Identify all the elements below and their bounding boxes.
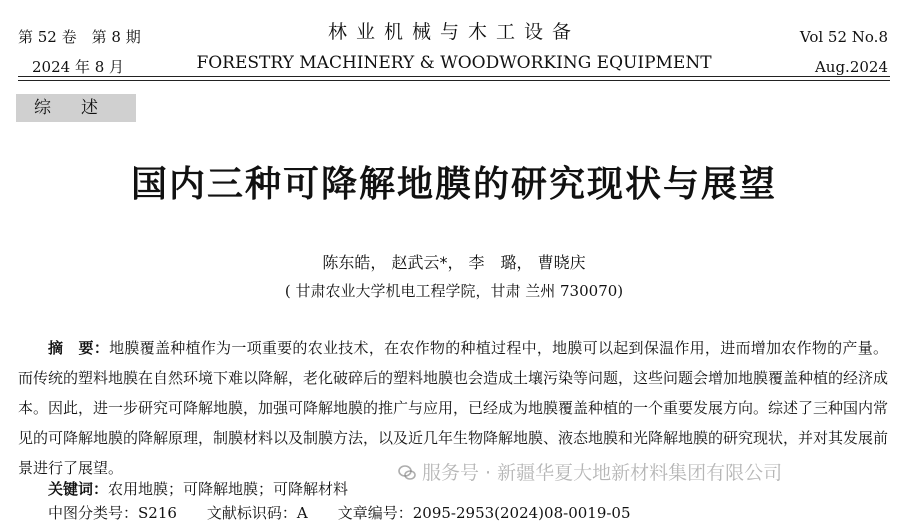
keywords-text: 农用地膜；可降解地膜；可降解材料 — [108, 480, 349, 498]
abstract-label: 摘 要： — [48, 339, 110, 357]
volume-issue-cn: 第 52 卷 第 8 期 — [18, 28, 141, 46]
keywords-label: 关键词： — [48, 480, 109, 498]
author-list: 陈东皓， 赵武云*， 李 璐， 曹晓庆 — [322, 253, 586, 272]
journal-name-en: FORESTRY MACHINERY & WOODWORKING EQUIPMENT — [196, 53, 712, 73]
journal-header-center — [0, 18, 908, 78]
article-title: 国内三种可降解地膜的研究现状与展望 — [130, 163, 777, 205]
affiliation: ( 甘肃农业大学机电工程学院，甘肃 兰州 730070) — [284, 282, 624, 300]
volume-issue-en: Vol 52 No.8 — [799, 28, 888, 46]
journal-name-cn: 林业机械与木工设备 — [327, 21, 580, 43]
watermark — [398, 458, 782, 485]
classification-line: 中图分类号：S216 文献标识码：A 文章编号：2095-2953(2024)08-0019-05 — [48, 504, 631, 522]
abstract-text: 地膜覆盖种植作为一项重要的农业技术，在农作物的种植过程中，地膜可以起到保温作用，进而增加农作物的产量。而传统的塑料地膜在自然环境下难以降解，老化破碎后的塑料地膜也会造成土壤污染等问题，这些问题会增加地膜覆盖种植的经济成本。因此，进一步研究可降解地膜，加强可降解地膜的推广与应用，已经成为地膜覆盖种植的一个重要发展方向。综述了三种国内常见的可降解地膜的降解原理，制膜材料以及制膜方法，以及近几年生物降解地膜、液态地膜和光降解地膜的研究现状，并对其发展前景进行了展望。 — [18, 339, 889, 477]
section-tag: 综述 — [16, 94, 136, 122]
header-rule-bottom — [18, 80, 890, 81]
date-en: Aug.2024 — [814, 58, 888, 76]
date-cn: 2024 年 8 月 — [32, 58, 125, 76]
wechat-icon — [398, 464, 416, 482]
keywords — [48, 476, 348, 502]
journal-header-right — [800, 22, 888, 82]
watermark-text: 服务号 · 新疆华夏大地新材料集团有限公司 — [422, 462, 783, 484]
header-rule-top — [18, 76, 890, 77]
